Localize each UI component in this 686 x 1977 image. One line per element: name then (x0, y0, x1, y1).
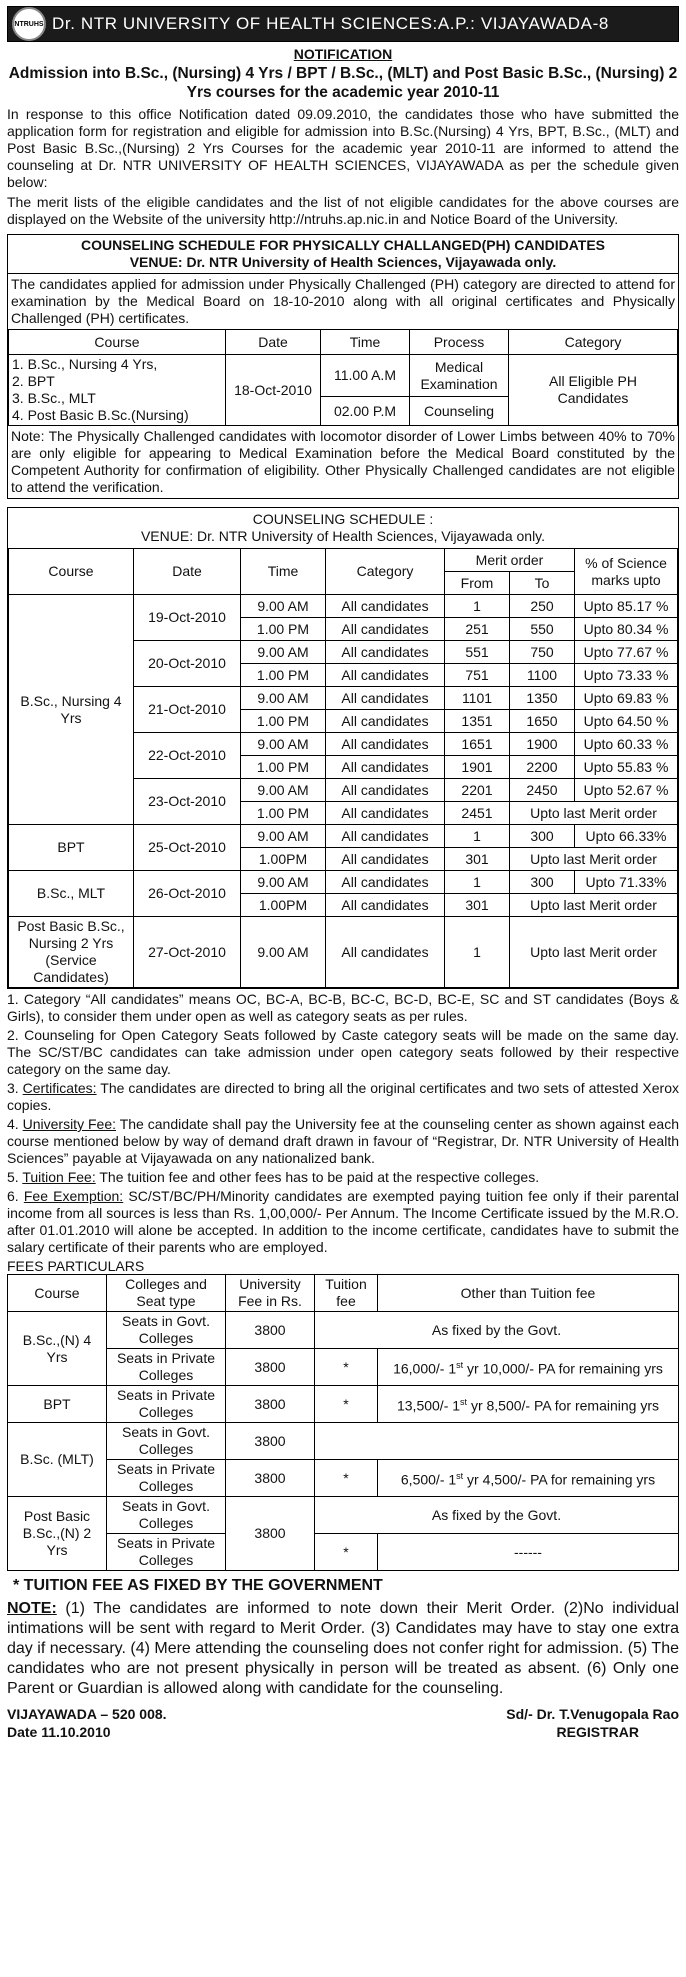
row-pct: Upto 64.50 % (575, 710, 678, 733)
registrar-signature (506, 1705, 679, 1741)
fees-col-seat: Colleges and Seat type (107, 1275, 226, 1312)
ph-col-process: Process (410, 330, 509, 355)
ph-col-time: Time (321, 330, 410, 355)
row-pct: Upto 66.33% (575, 825, 678, 848)
row-category: All candidates (326, 848, 445, 871)
date: Date 11.10.2010 (7, 1724, 111, 1740)
ph-time-1: 11.00 A.M (321, 355, 410, 397)
ph-course-item: 4. Post Basic B.Sc.(Nursing) (12, 407, 189, 423)
row-category: All candidates (326, 618, 445, 641)
fees-course-nursing: B.Sc.,(N) 4 Yrs (8, 1312, 107, 1386)
ph-course-item: 3. B.Sc., MLT (12, 390, 96, 406)
page-title: Admission into B.Sc., (Nursing) 4 Yrs / BPT / B.Sc., (MLT) and Post Basic B.Sc., (Nursing) 2 Yrs courses for the academic year 2010-11 (8, 65, 678, 101)
final-note (7, 1599, 679, 1699)
signatory: Sd/- Dr. T.Venugopala Rao (506, 1706, 679, 1722)
row-pct: Upto 71.33% (575, 871, 678, 894)
tuition-fee-note: * TUITION FEE AS FIXED BY THE GOVERNMENT (13, 1577, 383, 1594)
header-banner (7, 6, 679, 42)
row-category: All candidates (326, 687, 445, 710)
fees-univ: 3800 (226, 1349, 315, 1386)
row-time: 9.00 AM (241, 687, 326, 710)
row-from: 301 (445, 894, 510, 917)
course-nursing: B.Sc., Nursing 4 Yrs (9, 595, 134, 825)
fees-seat: Seats in Private Colleges (107, 1349, 226, 1386)
note-4-label: University Fee: (22, 1116, 117, 1132)
note-1: 1. Category “All candidates” means OC, BC-A, BC-B, BC-C, BC-D, BC-E, SC and ST candidates (Boys & Girls), to consider them under open as well as category seats as per rules. (7, 991, 679, 1024)
table-row (8, 1534, 679, 1571)
note-5-label: Tuition Fee: (22, 1169, 96, 1185)
row-date: 27-Oct-2010 (134, 917, 241, 988)
row-time: 9.00 AM (241, 779, 326, 802)
banner-title: Dr. NTR UNIVERSITY OF HEALTH SCIENCES:A.P.: VIJAYAWADA-8 (52, 14, 609, 33)
fees-table (7, 1274, 679, 1571)
fees-seat: Seats in Govt. Colleges (107, 1497, 226, 1534)
row-category: All candidates (326, 756, 445, 779)
row-category: All candidates (326, 664, 445, 687)
course-bpt: BPT (9, 825, 134, 871)
fees-col-other: Other than Tuition fee (378, 1275, 679, 1312)
row-time: 1.00 PM (241, 710, 326, 733)
row-date: 25-Oct-2010 (134, 825, 241, 871)
row-from: 2451 (445, 802, 510, 825)
row-from: 1901 (445, 756, 510, 779)
row-time: 1.00 PM (241, 756, 326, 779)
ph-note: Note: The Physically Challenged candidates with locomotor disorder of Lower Limbs between 40% to 70% are only eligible for appearing to Medical Examination before the Medical Board constituted by the Competent Authority for confirmation of eligibility. Other Physically Challenged candidates are not eligible to attend the verification. (11, 428, 675, 495)
ph-table (8, 329, 678, 426)
row-to: 550 (510, 618, 575, 641)
row-time: 1.00 PM (241, 618, 326, 641)
row-from: 1 (445, 825, 510, 848)
row-category: All candidates (326, 779, 445, 802)
fees-other: As fixed by the Govt. (315, 1497, 679, 1534)
fees-other: ------ (378, 1534, 679, 1571)
row-time: 9.00 AM (241, 641, 326, 664)
ph-heading-venue: VENUE: Dr. NTR University of Health Sciences, Vijayawada only. (129, 254, 557, 270)
row-from: 1 (445, 917, 510, 988)
fees-univ: 3800 (226, 1460, 315, 1497)
fees-seat: Seats in Private Colleges (107, 1534, 226, 1571)
schedule-heading-title: COUNSELING SCHEDULE : (252, 511, 434, 527)
ph-row (9, 355, 678, 397)
notes-section (7, 991, 679, 1256)
row-to-last: Upto last Merit order (510, 917, 678, 988)
fees-other-empty (315, 1423, 679, 1460)
course-postbasic: Post Basic B.Sc., Nursing 2 Yrs (Service Candidates) (9, 917, 134, 988)
counseling-schedule-box (7, 507, 679, 989)
row-to: 2200 (510, 756, 575, 779)
row-to: 1900 (510, 733, 575, 756)
fees-univ: 3800 (226, 1312, 315, 1349)
table-row (8, 1497, 679, 1534)
row-pct: Upto 85.17 % (575, 595, 678, 618)
fees-other: 13,500/- 1st yr 8,500/- PA for remaining yrs (378, 1386, 679, 1423)
place-date (7, 1705, 167, 1741)
ph-course-item: 2. BPT (12, 373, 55, 389)
fees-other: 6,500/- 1st yr 4,500/- PA for remaining yrs (378, 1460, 679, 1497)
ph-process-1: Medical Examination (410, 355, 509, 397)
row-to: 1100 (510, 664, 575, 687)
signature-block (7, 1705, 679, 1741)
row-from: 751 (445, 664, 510, 687)
note-2: 2. Counseling for Open Category Seats followed by Caste category seats will be made on the same day. The SC/ST/BC candidates can take admission under open category seats followed by their respective category on the same day. (7, 1027, 679, 1077)
ph-paragraph: The candidates applied for admission under Physically Challenged (PH) category are directed to attend for examination by the Medical Board on 18-10-2010 along with all original certificates and Physically Challenged (PH) certificates. (11, 276, 675, 326)
place: VIJAYAWADA – 520 008. (7, 1706, 167, 1722)
table-row (8, 1349, 679, 1386)
row-time: 9.00 AM (241, 733, 326, 756)
logo-text: NTRUHS (14, 20, 44, 28)
fees-tuition: * (315, 1386, 378, 1423)
row-category: All candidates (326, 641, 445, 664)
table-row (9, 871, 678, 894)
university-logo-icon (12, 7, 46, 41)
ph-col-course: Course (9, 330, 226, 355)
note-3-text: The candidates are directed to bring all the original certificates and two sets of attested Xerox copies. (7, 1080, 679, 1113)
note-4: 4. University Fee: The candidate shall pay the University fee at the counseling center as shown against each course mentioned below by way of demand draft drawn in favour of “Registrar, Dr. NTR University of Health Sciences” payable at Vijayawada on any nationalized bank. (7, 1116, 680, 1166)
row-from: 1 (445, 595, 510, 618)
row-from: 1651 (445, 733, 510, 756)
row-to: 2450 (510, 779, 575, 802)
ph-schedule-box (7, 234, 679, 499)
note-6: 6. Fee Exemption: SC/ST/BC/PH/Minority candidates are exempted paying tuition fee only if their parental income from all sources is less than Rs. 1,00,000/- Per Annum. The Income Certificate issued by the M.R.O. after 01.01.2010 will alone be accepted. In addition to the income certificate, candidates have to submit the salary certificate of their parents who are employed. (7, 1188, 679, 1255)
row-category: All candidates (326, 802, 445, 825)
notification-page (7, 0, 679, 1741)
table-row (9, 595, 678, 618)
table-row (8, 1386, 679, 1423)
row-time: 9.00 AM (241, 595, 326, 618)
col-from: From (445, 572, 510, 595)
row-pct: Upto 73.33 % (575, 664, 678, 687)
fees-course-postbasic: Post Basic B.Sc.,(N) 2 Yrs (8, 1497, 107, 1571)
row-date: 19-Oct-2010 (134, 595, 241, 641)
row-time: 1.00 PM (241, 664, 326, 687)
note-4-text: The candidate shall pay the University fee at the counseling center as shown against each course mentioned below by way of demand draft drawn in favour of “Registrar, Dr. NTR University of Health Sciences” payable at Vijayawada on any nationalized bank. (7, 1116, 680, 1166)
schedule-table (8, 548, 678, 988)
ph-category: All Eligible PH Candidates (509, 355, 678, 426)
ph-process-2: Counseling (410, 397, 509, 426)
row-pct: Upto 60.33 % (575, 733, 678, 756)
row-category: All candidates (326, 710, 445, 733)
fees-univ: 3800 (226, 1497, 315, 1571)
row-date: 20-Oct-2010 (134, 641, 241, 687)
fees-other: 16,000/- 1st yr 10,000/- PA for remaining yrs (378, 1349, 679, 1386)
fees-course-mlt: B.Sc. (MLT) (8, 1423, 107, 1497)
ph-heading-title: COUNSELING SCHEDULE FOR PHYSICALLY CHALLANGED(PH) CANDIDATES (81, 237, 605, 253)
fees-tuition: * (315, 1460, 378, 1497)
table-row (8, 1312, 679, 1349)
fees-seat: Seats in Govt. Colleges (107, 1423, 226, 1460)
row-to-last: Upto last Merit order (510, 848, 678, 871)
row-to: 300 (510, 825, 575, 848)
col-category: Category (326, 549, 445, 595)
row-time: 1.00PM (241, 894, 326, 917)
note-3-label: Certificates: (22, 1080, 97, 1096)
table-row (9, 917, 678, 988)
fees-course-bpt: BPT (8, 1386, 107, 1423)
row-date: 21-Oct-2010 (134, 687, 241, 733)
row-to: 1350 (510, 687, 575, 710)
fees-col-course: Course (8, 1275, 107, 1312)
row-to-last: Upto last Merit order (510, 802, 678, 825)
schedule-heading-venue: VENUE: Dr. NTR University of Health Sciences, Vijayawada only. (140, 528, 546, 544)
row-category: All candidates (326, 917, 445, 988)
ph-time-2: 02.00 P.M (321, 397, 410, 426)
fees-univ: 3800 (226, 1386, 315, 1423)
col-date: Date (134, 549, 241, 595)
note-6-label: Fee Exemption: (23, 1188, 124, 1204)
fees-univ: 3800 (226, 1423, 315, 1460)
row-date: 23-Oct-2010 (134, 779, 241, 825)
row-from: 301 (445, 848, 510, 871)
merit-list-paragraph: The merit lists of the eligible candidates and the list of not eligible candidates for the above courses are displayed on the Website of the university http://ntruhs.ap.nic.in and Notice Board of the University. (7, 194, 679, 227)
ph-course-item: 1. B.Sc., Nursing 4 Yrs, (12, 356, 158, 372)
row-category: All candidates (326, 894, 445, 917)
ph-header-row (9, 330, 678, 355)
fees-tuition: * (315, 1349, 378, 1386)
note-6-text: SC/ST/BC/PH/Minority candidates are exempted paying tuition fee only if their parental income from all sources is less than Rs. 1,00,000/- Per Annum. The Income Certificate issued by the M.R.O. after 01.01.2010 will alone be accepted. In addition to the income certificate, candidates have to submit the salary certificate of their parents who are employed. (7, 1188, 679, 1255)
row-category: All candidates (326, 733, 445, 756)
row-pct: Upto 55.83 % (575, 756, 678, 779)
row-to-last: Upto last Merit order (510, 894, 678, 917)
row-time: 1.00 PM (241, 802, 326, 825)
fees-seat: Seats in Private Colleges (107, 1386, 226, 1423)
row-date: 22-Oct-2010 (134, 733, 241, 779)
table-row (9, 825, 678, 848)
col-to: To (510, 572, 575, 595)
row-pct: Upto 52.67 % (575, 779, 678, 802)
row-to: 1650 (510, 710, 575, 733)
row-time: 9.00 AM (241, 917, 326, 988)
fees-tuition: * (315, 1534, 378, 1571)
notification-label: NOTIFICATION (293, 46, 393, 62)
fees-col-univ: University Fee in Rs. (226, 1275, 315, 1312)
row-from: 1 (445, 871, 510, 894)
table-row (8, 1423, 679, 1460)
note-5: 5. Tuition Fee: The tuition fee and other fees has to be paid at the respective colleges. (7, 1169, 540, 1185)
final-note-text: (1) The candidates are informed to note down their Merit Order. (2)No individual intimations will be sent with regard to Merit Order. (3) Candidates may have to stay one extra day if necessary. (4) Mere attending the counseling does not confer right for admission. (5) The candidates who are not present physically in person will be treated as absent. (6) Only one Parent or Guardian is allowed along with candidate for the counseling. (7, 1600, 679, 1697)
row-from: 1351 (445, 710, 510, 733)
fees-other: As fixed by the Govt. (315, 1312, 679, 1349)
note-3: 3. Certificates: The candidates are directed to bring all the original certificates and two sets of attested Xerox copies. (7, 1080, 679, 1113)
row-category: All candidates (326, 871, 445, 894)
table-row (8, 1460, 679, 1497)
row-to: 750 (510, 641, 575, 664)
ph-col-date: Date (226, 330, 321, 355)
row-to: 300 (510, 871, 575, 894)
row-time: 9.00 AM (241, 825, 326, 848)
col-time: Time (241, 549, 326, 595)
col-merit: Merit order (445, 549, 575, 572)
ph-date: 18-Oct-2010 (226, 355, 321, 426)
row-to: 250 (510, 595, 575, 618)
final-note-label: NOTE: (7, 1600, 57, 1617)
row-category: All candidates (326, 595, 445, 618)
row-date: 26-Oct-2010 (134, 871, 241, 917)
col-pct: % of Science marks upto (575, 549, 678, 595)
row-pct: Upto 77.67 % (575, 641, 678, 664)
fees-col-tuition: Tuition fee (315, 1275, 378, 1312)
signatory-role: REGISTRAR (556, 1724, 639, 1740)
schedule-header-row (9, 549, 678, 572)
schedule-heading (8, 508, 678, 548)
row-pct: Upto 69.83 % (575, 687, 678, 710)
fees-seat: Seats in Private Colleges (107, 1460, 226, 1497)
row-from: 551 (445, 641, 510, 664)
note-5-text: The tuition fee and other fees has to be paid at the respective colleges. (95, 1169, 540, 1185)
col-course: Course (9, 549, 134, 595)
course-mlt: B.Sc., MLT (9, 871, 134, 917)
row-from: 251 (445, 618, 510, 641)
row-pct: Upto 80.34 % (575, 618, 678, 641)
row-time: 9.00 AM (241, 871, 326, 894)
row-time: 1.00PM (241, 848, 326, 871)
row-category: All candidates (326, 825, 445, 848)
ph-col-category: Category (509, 330, 678, 355)
fees-title: FEES PARTICULARS (7, 1258, 145, 1274)
ph-heading (8, 235, 678, 274)
fees-header-row (8, 1275, 679, 1312)
ph-courses-cell (9, 355, 226, 426)
row-from: 2201 (445, 779, 510, 802)
row-from: 1101 (445, 687, 510, 710)
intro-paragraph: In response to this office Notification dated 09.09.2010, the candidates those who have submitted the application form for registration and eligible for admission into B.Sc.(Nursing) 4 Yrs, BPT, B.Sc., (MLT) and Post Basic B.Sc.,(Nursing) 2 Yrs Courses for the academic year 2010-11 are informed to attend the counseling at Dr. NTR UNIVERSITY OF HEALTH SCIENCES, VIJAYAWADA as per the schedule given below: (7, 106, 679, 190)
fees-seat: Seats in Govt. Colleges (107, 1312, 226, 1349)
